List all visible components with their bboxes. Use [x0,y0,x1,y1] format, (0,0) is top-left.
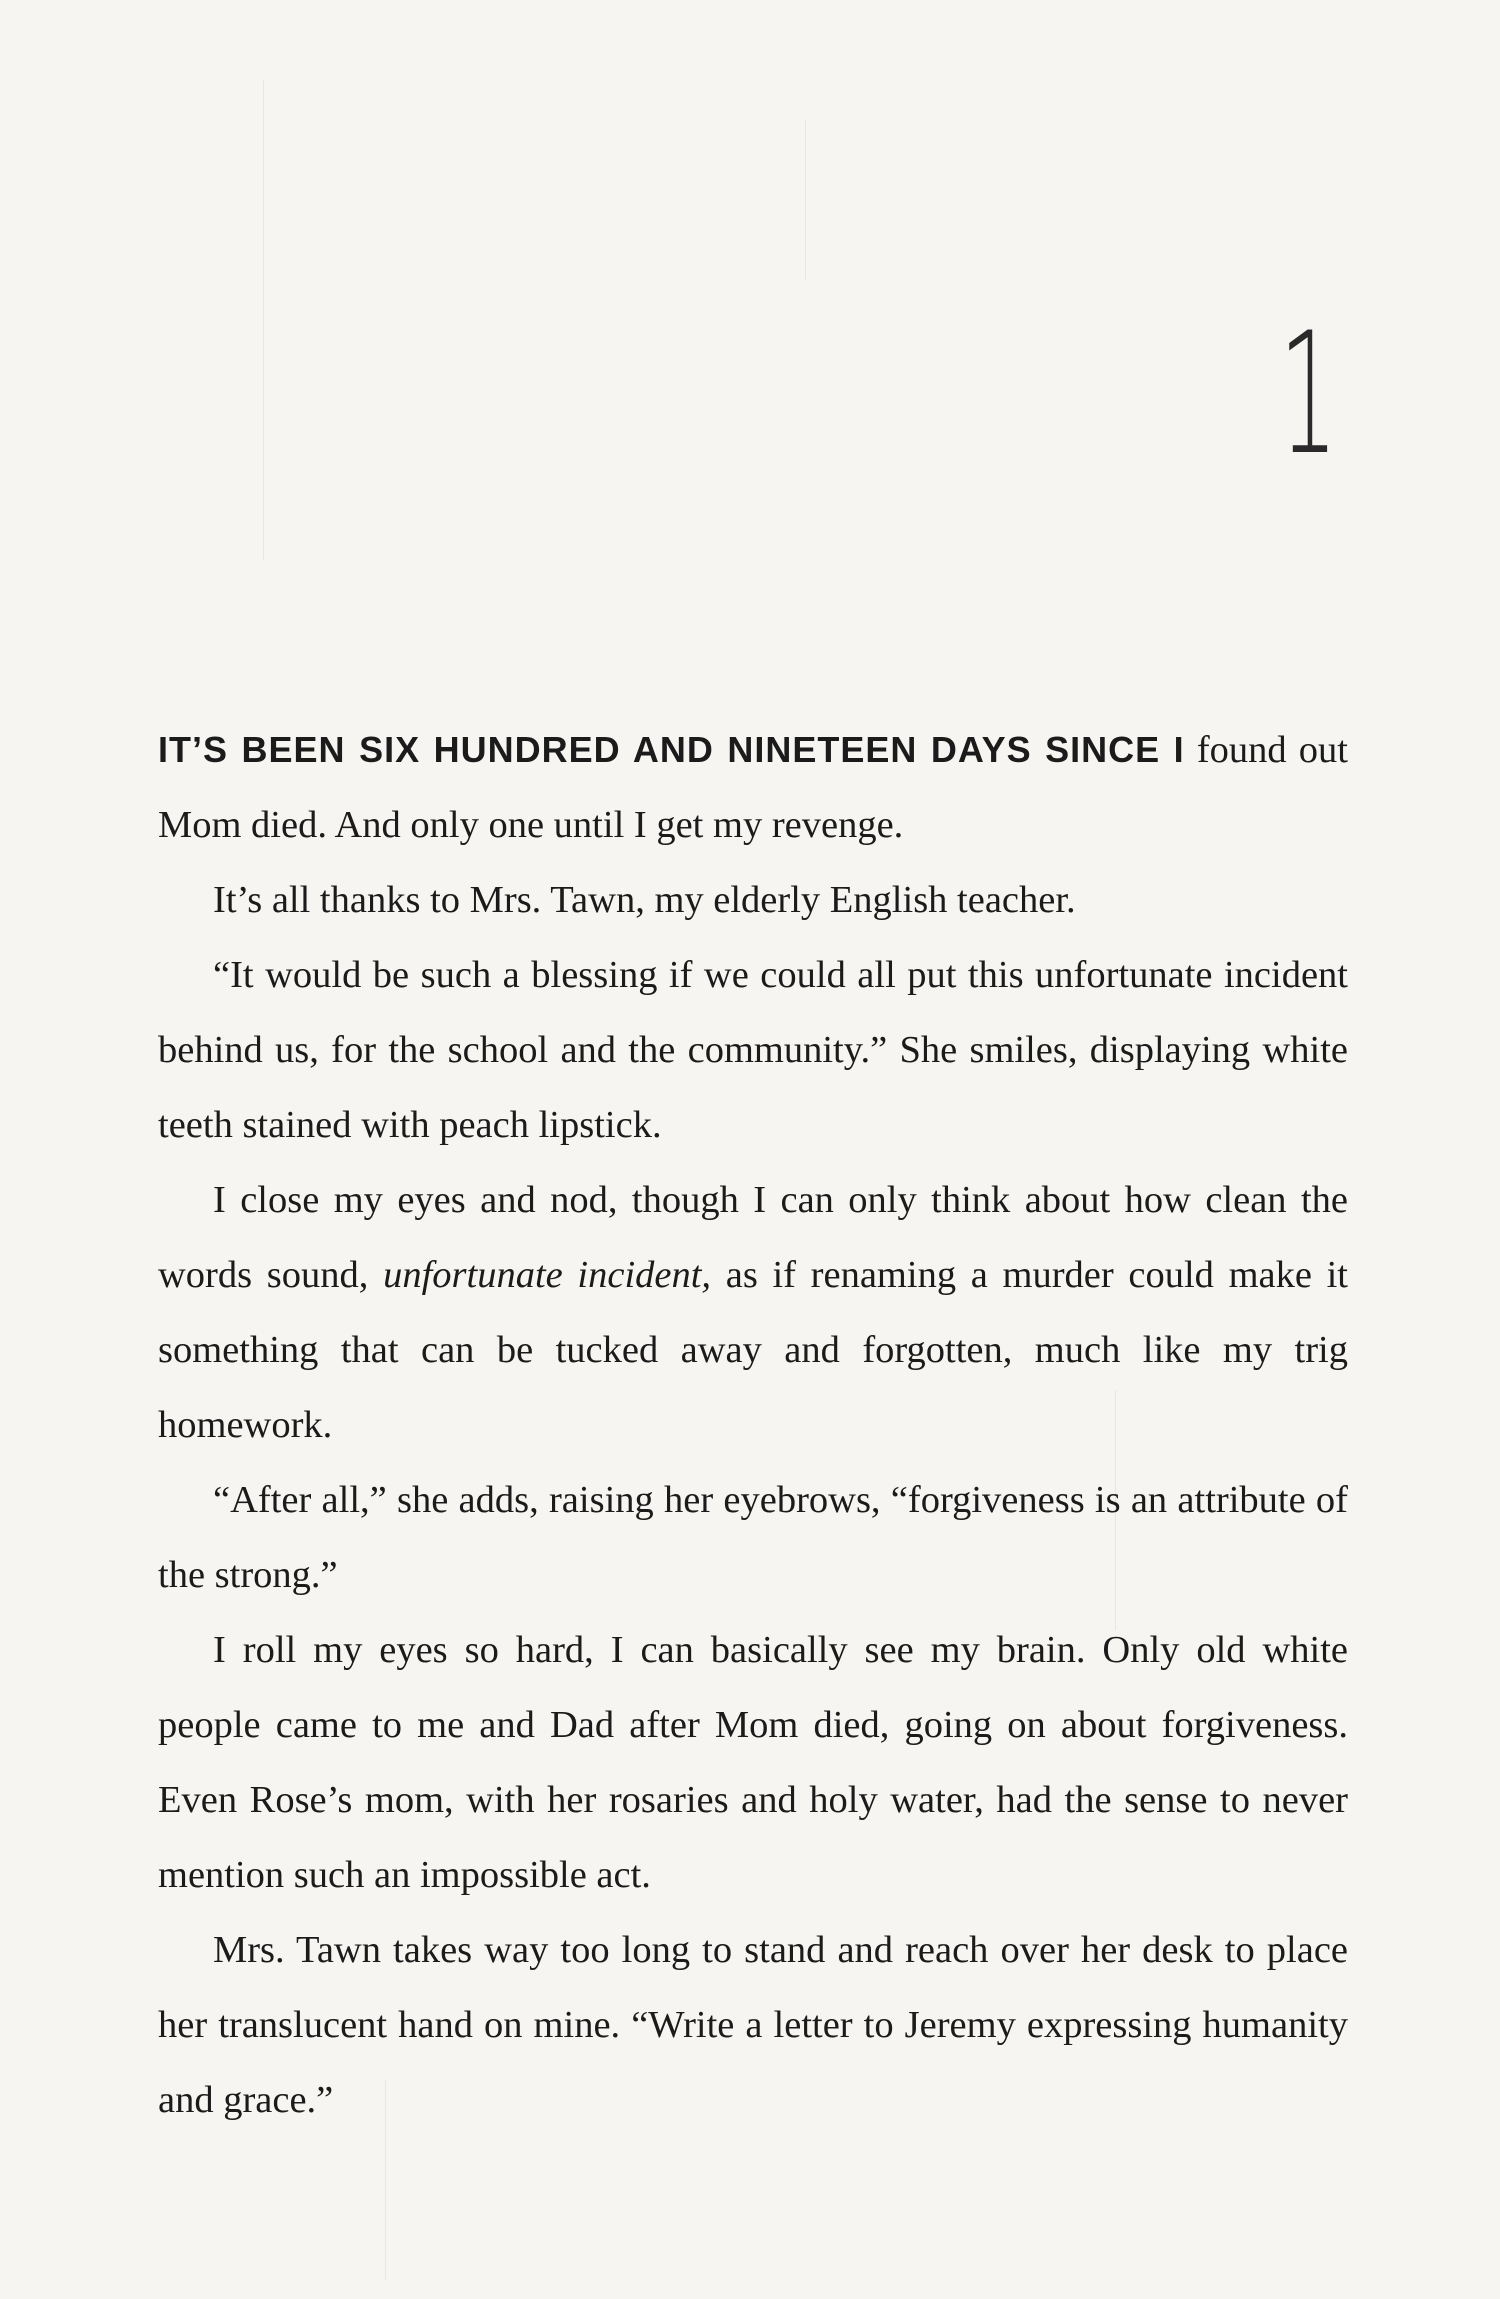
body-paragraph: Mrs. Tawn takes way too long to stand and reach over her desk to place her translucent hand on mine. “Write a letter to Jeremy expressing humanity and grace.” [158,1929,1348,2121]
opening-paragraph [158,712,1348,863]
paragraph-text: as if renaming a murder could make it something that can be tucked away and forgotten, much like my trig homework. [158,1254,1349,1446]
opening-small-caps: IT’S BEEN SIX HUNDRED AND NINETEEN DAYS SINCE I [158,729,1185,770]
italic-phrase: unfortunate incident, [383,1254,712,1296]
chapter-body [158,712,1348,2138]
body-paragraph [158,1163,1348,1463]
body-paragraph: “After all,” she adds, raising her eyebrows, “forgiveness is an attribute of the strong.” [158,1479,1348,1596]
body-paragraph: “It would be such a blessing if we could all put this unfortunate incident behind us, for the school and the community.” She smiles, displaying white teeth stained with peach lipstick. [158,954,1348,1146]
opening-rest: found out Mom died. And only one until I get my revenge. [158,729,1348,846]
paragraph-text: I close my eyes and nod, though I can only think about how clean the words sound, [158,1179,1348,1296]
scan-streak [263,80,264,560]
body-paragraph: I roll my eyes so hard, I can basically see my brain. Only old white people came to me and Dad after Mom died, going on about forgiveness. Even Rose’s mom, with her rosaries and holy water, had the sense to never mention such an impossible act. [158,1629,1348,1896]
chapter-number: 1 [1279,296,1338,492]
body-paragraph: It’s all thanks to Mrs. Tawn, my elderly English teacher. [213,879,1076,921]
scan-streak [805,120,806,280]
